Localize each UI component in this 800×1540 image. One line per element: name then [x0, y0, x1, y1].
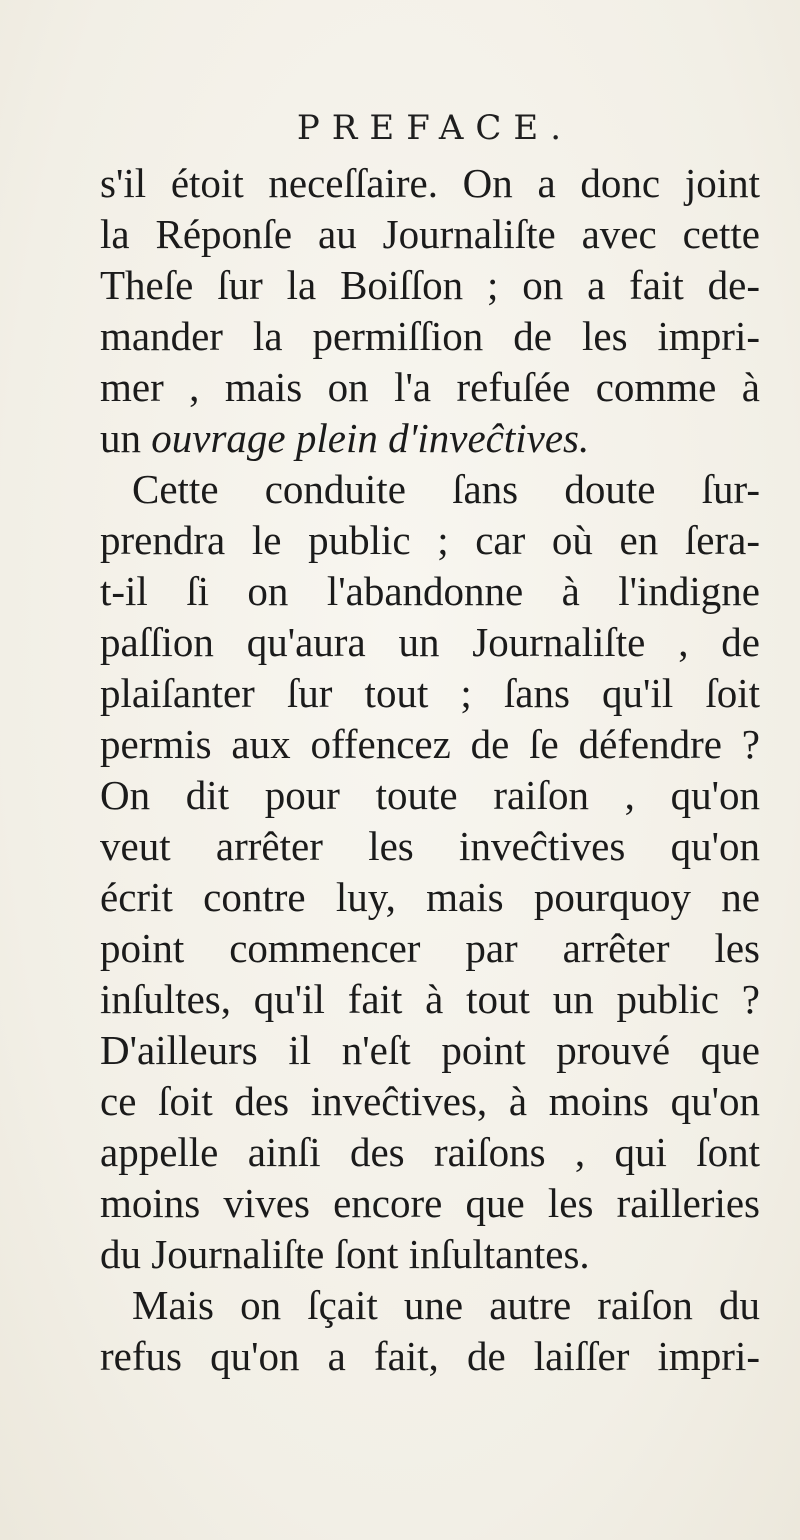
text-line: moins vives encore que les railleries — [100, 1180, 760, 1226]
italic-phrase: ouvrage plein d'inveĉtives. — [151, 415, 590, 461]
text-line: mer , mais on l'a refuſée comme à — [100, 364, 760, 410]
text-fragment: un — [100, 415, 152, 461]
text-line: la Réponſe au Journaliſte avec cette — [100, 211, 760, 257]
text-line: On dit pour toute raiſon , qu'on — [100, 772, 760, 818]
text-line: permis aux offencez de ſe défendre ? — [100, 721, 760, 767]
body-text — [100, 158, 760, 1382]
text-line: point commencer par arrêter les — [100, 925, 760, 971]
text-line: mander la permiſſion de les impri- — [100, 313, 760, 359]
text-line: appelle ainſi des raiſons , qui ſont — [100, 1129, 760, 1175]
text-line: plaiſanter ſur tout ; ſans qu'il ſoit — [100, 670, 760, 716]
text-line: D'ailleurs il n'eſt point prouvé que — [100, 1027, 760, 1073]
text-line: prendra le public ; car où en ſera- — [100, 517, 760, 563]
text-line: s'il étoit neceſſaire. On a donc joint — [100, 160, 760, 206]
text-line: ce ſoit des inveĉtives, à moins qu'on — [100, 1078, 760, 1124]
text-line — [100, 413, 760, 464]
text-line: inſultes, qu'il fait à tout un public ? — [100, 976, 760, 1022]
text-line: écrit contre luy, mais pourquoy ne — [100, 874, 760, 920]
text-line: refus qu'on a fait, de laiſſer impri- — [100, 1333, 760, 1379]
text-line: t-il ſi on l'abandonne à l'indigne — [100, 568, 760, 614]
text-line: du Journaliſte ſont inſultantes. — [100, 1231, 590, 1277]
text-line: Theſe ſur la Boiſſon ; on a fait de- — [100, 262, 760, 308]
text-line: Cette conduite ſans doute ſur- — [132, 466, 760, 512]
running-head: PREFACE. — [296, 108, 574, 148]
text-line: Mais on ſçait une autre raiſon du — [132, 1282, 760, 1328]
text-line: veut arrêter les inveĉtives qu'on — [100, 823, 760, 869]
text-line: paſſion qu'aura un Journaliſte , de — [100, 619, 760, 665]
